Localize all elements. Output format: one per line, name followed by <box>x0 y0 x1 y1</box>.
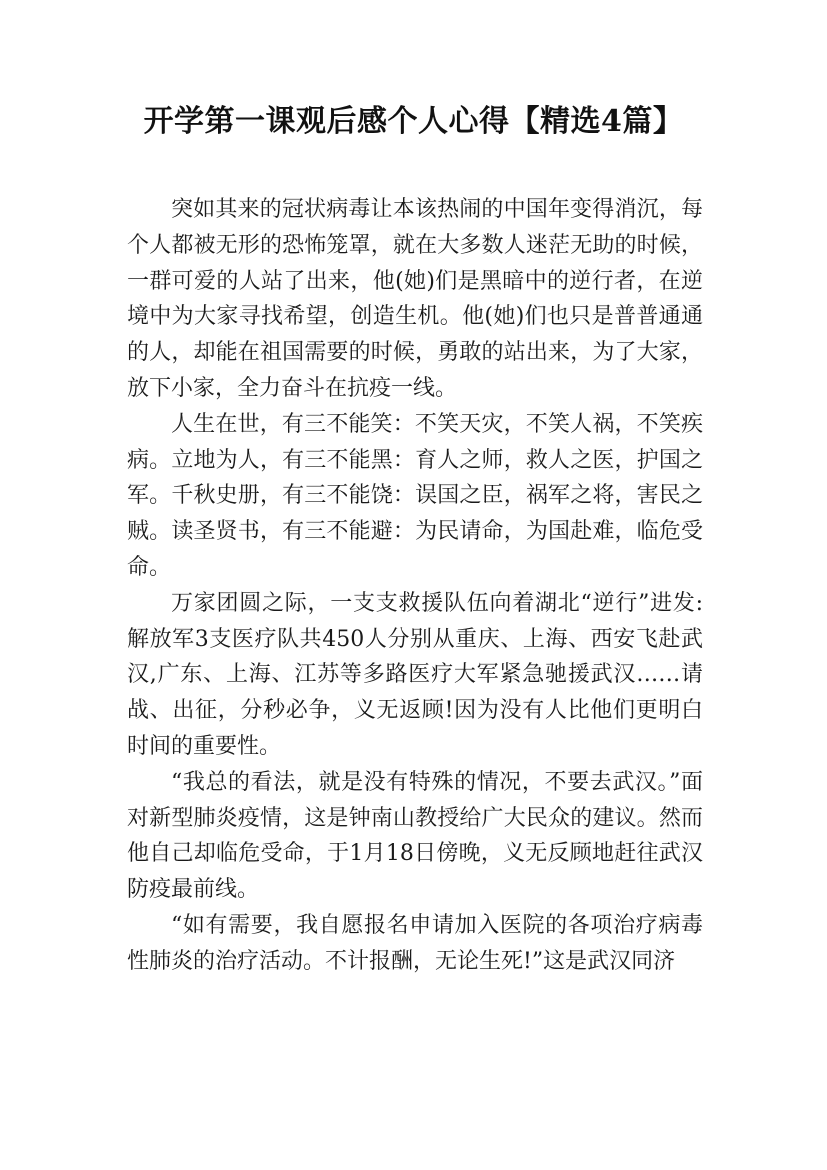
paragraph-1: 突如其来的冠状病毒让本该热闹的中国年变得消沉，每个人都被无形的恐怖笼罩，就在大多数人迷茫无助的时候，一群可爱的人站了出来，他(她)们是黑暗中的逆行者，在逆境中为大家寻找希望，创造生机。他(她)们也只是普普通通的人，却能在祖国需要的时候，勇敢的站出来，为了大家，放下小家，全力奋斗在抗疫一线。 <box>127 197 703 401</box>
document-title: 开学第一课观后感个人心得【精选4篇】 <box>143 104 684 139</box>
paragraph-2: 人生在世，有三不能笑：不笑天灾，不笑人祸，不笑疾病。立地为人，有三不能黑：育人之师，救人之医，护国之军。千秋史册，有三不能饶：误国之臣，祸军之将，害民之贼。读圣贤书，有三不能避：为民请命，为国赴难，临危受命。 <box>127 411 703 580</box>
paragraph-4: “我总的看法，就是没有特殊的情况，不要去武汉。”面对新型肺炎疫情，这是钟南山教授给广大民众的建议。然而他自己却临危受命，于1月18日傍晚，义无反顾地赶往武汉防疫最前线。 <box>127 769 703 903</box>
paragraph-3: 万家团圆之际，一支支救援队伍向着湖北“逆行”进发:解放军3支医疗队共450人分别从重庆、上海、西安飞赴武汉,广东、上海、江苏等多路医疗大军紧急驰援武汉……请战、出征，分秒必争，义无返顾!因为没有人比他们更明白时间的重要性。 <box>127 590 703 759</box>
paragraph-5: “如有需要，我自愿报名申请加入医院的各项治疗病毒性肺炎的治疗活动。不计报酬，无论生死!”这是武汉同济 <box>127 912 703 974</box>
document-body <box>127 192 703 980</box>
